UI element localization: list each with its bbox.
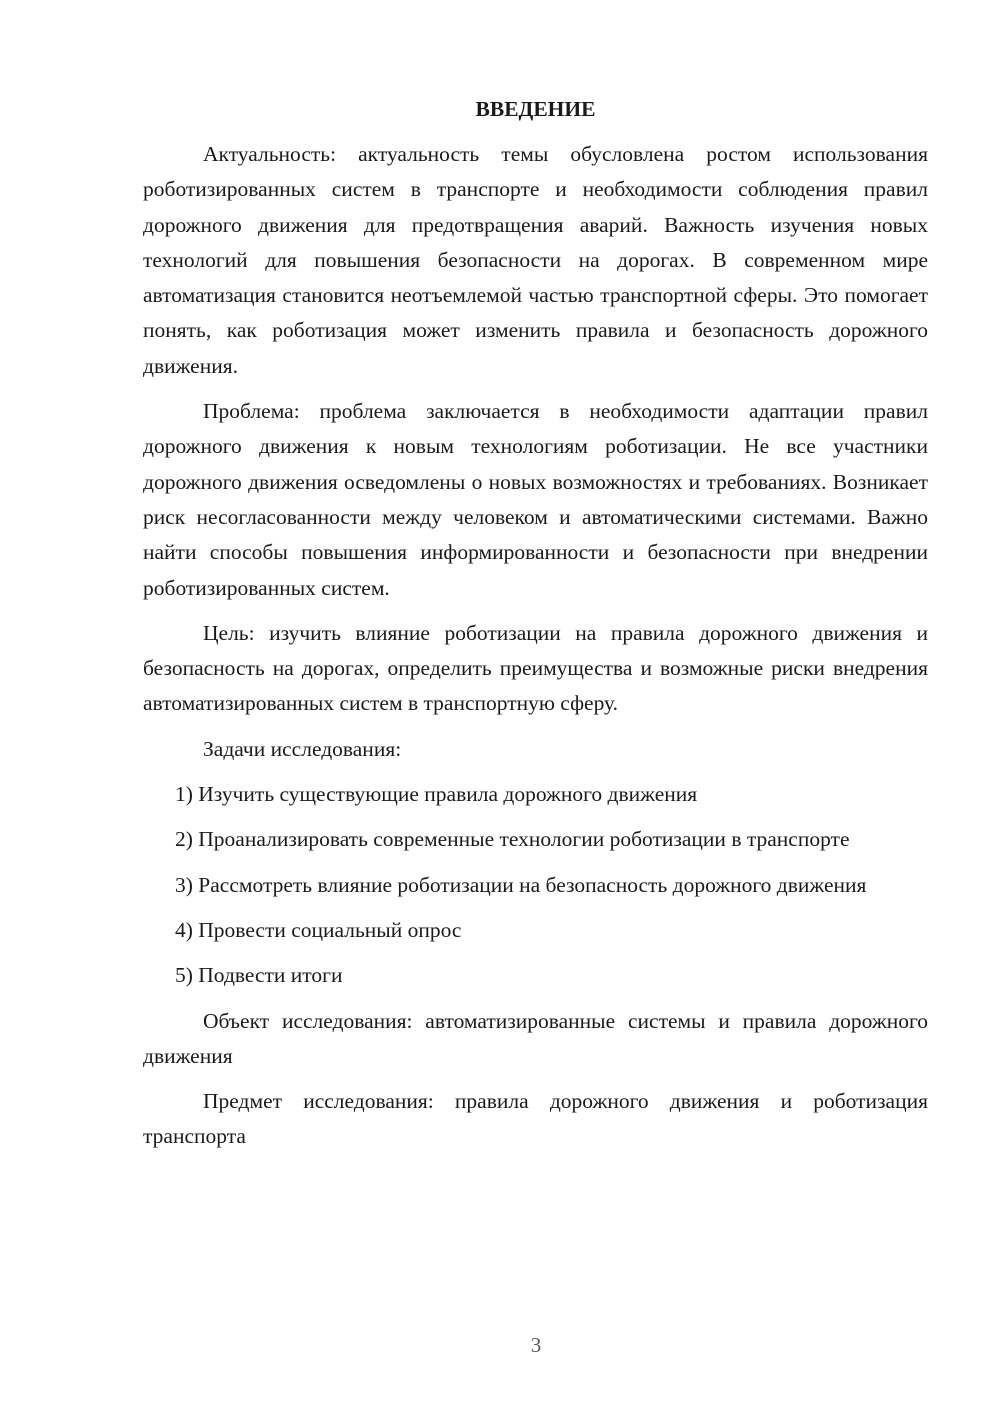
task-item: 5) Подвести итоги [175, 963, 343, 988]
tasks-heading: Задачи исследования: [203, 736, 402, 761]
task-item: 4) Провести социальный опрос [175, 917, 462, 942]
document-title: ВВЕДЕНИЕ [475, 97, 596, 121]
page-number: 3 [530, 1333, 542, 1357]
document-page [143, 92, 928, 1155]
task-item: 2) Проанализировать современные технологии роботизации в транспорте [175, 827, 850, 852]
paragraph-object: Объект исследования: автоматизированные системы и правила дорожного движения [143, 1008, 928, 1068]
task-item: 1) Изучить существующие правила дорожного движения [175, 782, 698, 807]
paragraph-problem: Проблема: проблема заключается в необходимости адаптации правил дорожного движения к новым технологиям роботизации. Не все участники дорожного движения осведомлены о новых возможностях и требованиях. Возникает риск несогласованности между человеком и автоматическими системами. Важно найти способы повышения информированности и безопасности при внедрении роботизированных систем. [143, 399, 928, 600]
paragraph-subject: Предмет исследования: правила дорожного движения и роботизация транспорта [143, 1089, 928, 1149]
task-item: 3) Рассмотреть влияние роботизации на безопасность дорожного движения [175, 872, 867, 897]
paragraph-goal: Цель: изучить влияние роботизации на правила дорожного движения и безопасность на дорогах, определить преимущества и возможные риски внедрения автоматизированных систем в транспортную сферу. [143, 620, 928, 716]
paragraph-relevance: Актуальность: актуальность темы обусловлена ростом использования роботизированных систем в транспорте и необходимости соблюдения правил дорожного движения для предотвращения аварий. Важность изучения новых технологий для повышения безопасности на дорогах. В современном мире автоматизация становится неотъемлемой частью транспортной сферы. Это помогает понять, как роботизация может изменить правила и безопасность дорожного движения. [143, 142, 928, 378]
